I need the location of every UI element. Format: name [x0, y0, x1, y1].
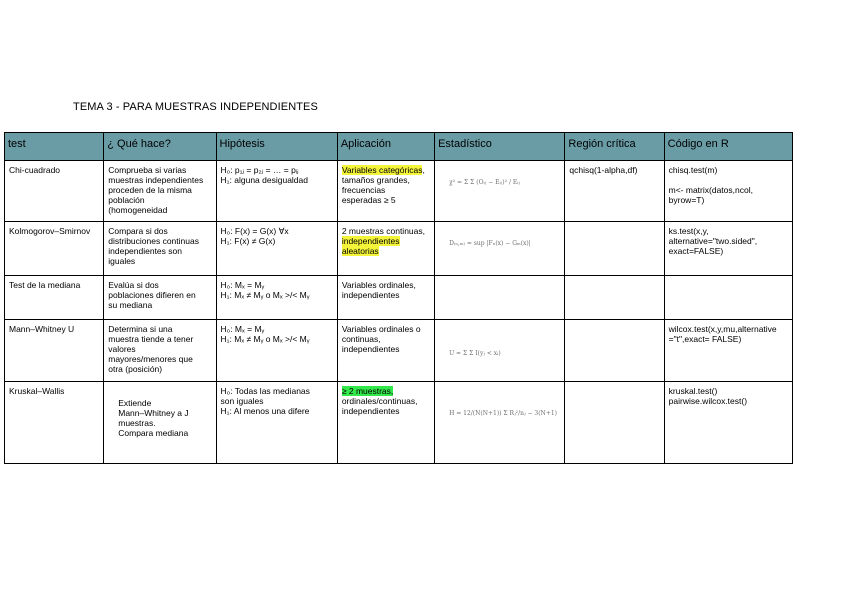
highlight-green: ≥ 2 muestras, [341, 386, 394, 396]
cell-test: Mann–Whitney U [5, 320, 104, 382]
header-estadistico: Estadístico [435, 133, 565, 161]
cell-estadistico [435, 320, 565, 382]
cell-region-critica [565, 382, 664, 464]
cell-test: Kruskal–Wallis [5, 382, 104, 464]
table-row [5, 382, 793, 464]
cell-codigo-r: chisq.test(m) m<- matrix(datos,ncol, byrow=T) [664, 161, 792, 222]
table-row [5, 161, 793, 222]
cell-aplicacion: Variables categóricas, tamaños grandes, frecuencias esperadas ≥ 5 [337, 161, 434, 222]
cell-que-hace: Comprueba si varias muestras independientes proceden de la misma población (homogeneidad [104, 161, 216, 222]
cell-que-hace: Extiende Mann–Whitney a J muestras. Compara mediana [104, 382, 216, 464]
summary-table [4, 132, 793, 464]
cell-hipotesis: H₀: Mₓ = Mᵧ H₁: Mₓ ≠ Mᵧ o Mₓ >/< Mᵧ [216, 276, 337, 320]
cell-codigo-r: ks.test(x,y, alternative="two.sided", exact=FALSE) [664, 222, 792, 276]
cell-estadistico [435, 222, 565, 276]
cell-hipotesis: H₀: F(x) = G(x) ∀x H₁: F(x) ≠ G(x) [216, 222, 337, 276]
header-test: test [5, 133, 104, 161]
formula-image: H = 12/(N(N+1)) Σ Rⱼ²/nⱼ − 3(N+1) [449, 410, 557, 417]
cell-aplicacion: 2 muestras continuas, independientes aleatorias [337, 222, 434, 276]
highlight-yellow: Variables categóricas [341, 165, 423, 175]
formula-image: U = Σ Σ I(yⱼ < xᵢ) [449, 350, 501, 357]
header-codigo-r: Código en R [664, 133, 792, 161]
cell-que-hace: Evalúa si dos poblaciones difieren en su mediana [104, 276, 216, 320]
formula-image: D₍ₙ,ₘ₎ = sup |Fₙ(x) − Gₘ(x)| [449, 240, 531, 247]
table-row [5, 320, 793, 382]
cell-hipotesis: H₀: Todas las medianas son iguales H₁: Al menos una difere [216, 382, 337, 464]
highlight-yellow: aleatorias [341, 246, 379, 256]
cell-test: Test de la mediana [5, 276, 104, 320]
table-row [5, 222, 793, 276]
header-aplicacion: Aplicación [337, 133, 434, 161]
cell-codigo-r [664, 276, 792, 320]
table-header-row [5, 133, 793, 161]
formula-image: χ² = Σ Σ (Oᵢⱼ − Eᵢⱼ)² / Eᵢⱼ [449, 179, 521, 186]
cell-region-critica: qchisq(1-alpha,df) [565, 161, 664, 222]
header-que-hace: ¿ Qué hace? [104, 133, 216, 161]
cell-region-critica [565, 222, 664, 276]
cell-region-critica [565, 276, 664, 320]
cell-estadistico [435, 382, 565, 464]
cell-codigo-r: wilcox.test(x,y,mu,alternative ="t",exact= FALSE) [664, 320, 792, 382]
cell-aplicacion: ≥ 2 muestras, ordinales/continuas, independientes [337, 382, 434, 464]
cell-que-hace: Determina si una muestra tiende a tener valores mayores/menores que otra (posición) [104, 320, 216, 382]
cell-estadistico [435, 161, 565, 222]
cell-hipotesis: H₀: p₁ⱼ = p₂ⱼ = … = pᵢⱼ H₁: alguna desigualdad [216, 161, 337, 222]
cell-test: Kolmogorov–Smirnov [5, 222, 104, 276]
cell-hipotesis: H₀: Mₓ = Mᵧ H₁: Mₓ ≠ Mᵧ o Mₓ >/< Mᵧ [216, 320, 337, 382]
header-region-critica: Región crítica [565, 133, 664, 161]
cell-estadistico [435, 276, 565, 320]
header-hipotesis: Hipótesis [216, 133, 337, 161]
cell-aplicacion: Variables ordinales o continuas, independientes [337, 320, 434, 382]
page-title: TEMA 3 - PARA MUESTRAS INDEPENDIENTES [73, 101, 318, 113]
cell-region-critica [565, 320, 664, 382]
cell-codigo-r: kruskal.test() pairwise.wilcox.test() [664, 382, 792, 464]
cell-aplicacion: Variables ordinales, independientes [337, 276, 434, 320]
table-row [5, 276, 793, 320]
highlight-yellow: independientes [341, 236, 400, 246]
cell-test: Chi-cuadrado [5, 161, 104, 222]
cell-que-hace: Compara si dos distribuciones continuas independientes son iguales [104, 222, 216, 276]
